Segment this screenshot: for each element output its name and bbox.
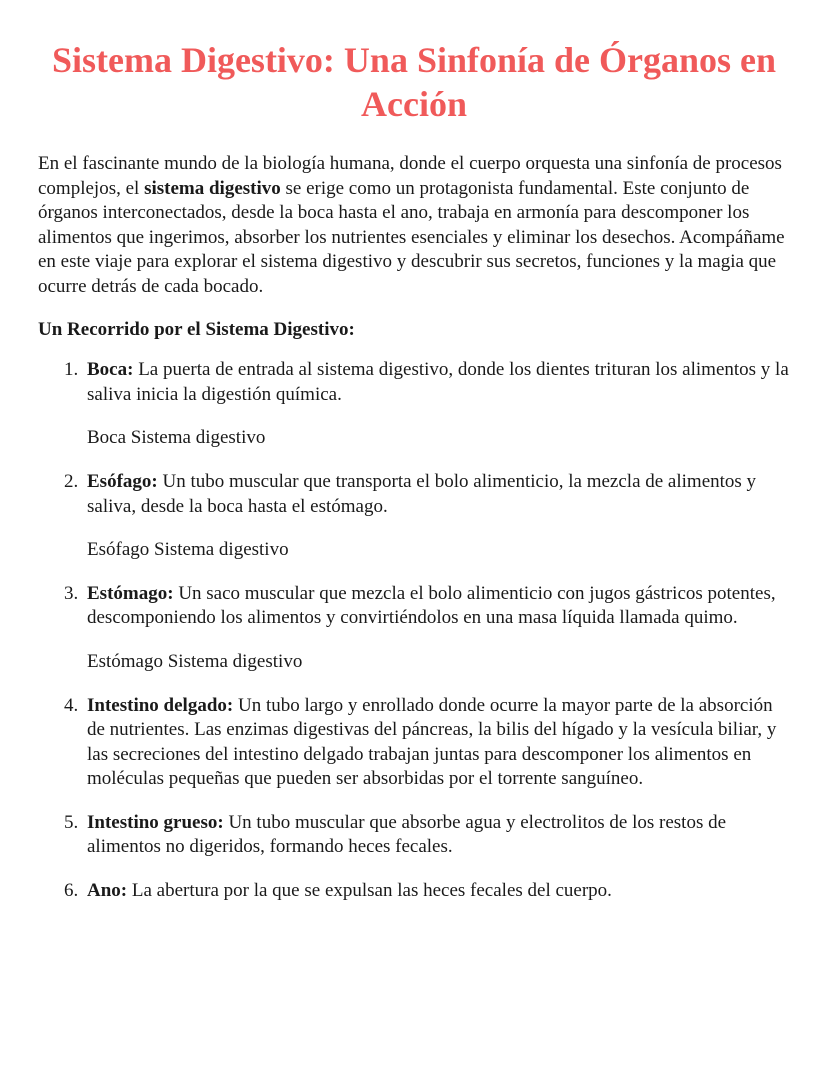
organ-description: Un saco muscular que mezcla el bolo alimenticio con jugos gástricos potentes, descomponiendo los alimentos y convirtiéndolos en una masa líquida llamada quimo. <box>87 582 776 629</box>
section-heading: Un Recorrido por el Sistema Digestivo: <box>38 318 355 340</box>
intro-text-end: se erige como un protagonista fundamental. Este conjunto de órganos interconectados, desde la boca hasta el ano, trabaja en armonía para descomponer los alimentos que ingerimos, absorber los nutrientes esenciales y eliminar los desechos. Acompáñame en este viaje para explorar el sistema digestivo y descubrir sus secretos, funciones y la magia que ocurre detrás de cada bocado. <box>38 177 785 297</box>
organ-caption: Esófago Sistema digestivo <box>87 539 289 561</box>
intro-paragraph <box>38 152 790 300</box>
organ-name: Intestino delgado: <box>87 694 234 716</box>
list-item-boca <box>38 358 790 451</box>
list-item-intestino-grueso <box>38 811 790 860</box>
list-item-text <box>87 694 790 792</box>
organ-description: La abertura por la que se expulsan las heces fecales del cuerpo. <box>127 880 612 902</box>
organ-description: La puerta de entrada al sistema digestivo, donde los dientes trituran los alimentos y la saliva inicia la digestión química. <box>87 359 789 405</box>
organ-list <box>38 358 790 904</box>
organ-caption: Boca Sistema digestivo <box>87 427 266 449</box>
intro-bold-term: sistema digestivo <box>144 177 281 199</box>
list-item-intestino-delgado <box>38 694 790 792</box>
list-item-estomago <box>38 582 790 675</box>
organ-name: Esófago: <box>87 470 158 492</box>
list-item-number: 3. <box>64 582 79 604</box>
list-item-text <box>87 582 790 631</box>
list-item-number: 5. <box>64 811 79 833</box>
list-item-number: 4. <box>64 694 79 716</box>
list-item-text <box>87 811 790 860</box>
page-title: Sistema Digestivo: Una Sinfonía de Órganos en Acción <box>51 40 777 124</box>
list-item-text <box>87 879 790 904</box>
intro-text-start: En el fascinante mundo de la biología humana, donde el cuerpo orquesta una sinfonía de procesos complejos, el <box>38 153 782 199</box>
list-item-number: 1. <box>64 359 79 381</box>
list-item-ano <box>38 879 790 904</box>
list-item-text <box>87 470 790 519</box>
organ-name: Ano: <box>87 880 128 902</box>
organ-caption: Estómago Sistema digestivo <box>87 650 303 672</box>
organ-name: Boca: <box>87 359 134 381</box>
list-item-number: 2. <box>64 470 79 492</box>
organ-description: Un tubo muscular que transporta el bolo alimenticio, la mezcla de alimentos y saliva, desde la boca hasta el estómago. <box>87 470 757 517</box>
list-item-number: 6. <box>64 880 79 902</box>
organ-description: Un tubo muscular que absorbe agua y electrolitos de los restos de alimentos no digeridos, formando heces fecales. <box>87 811 727 858</box>
list-item-esofago <box>38 470 790 563</box>
organ-name: Estómago: <box>87 582 174 604</box>
list-item-text <box>87 358 790 407</box>
organ-description: Un tubo largo y enrollado donde ocurre la mayor parte de la absorción de nutrientes. Las enzimas digestivas del páncreas, la bilis del hígado y la vesícula biliar, y las secreciones del intestino delgado trabajan juntas para descomponer los alimentos en moléculas pequeñas que pueden ser absorbidas por el torrente sanguíneo. <box>87 694 777 790</box>
organ-name: Intestino grueso: <box>87 811 224 833</box>
